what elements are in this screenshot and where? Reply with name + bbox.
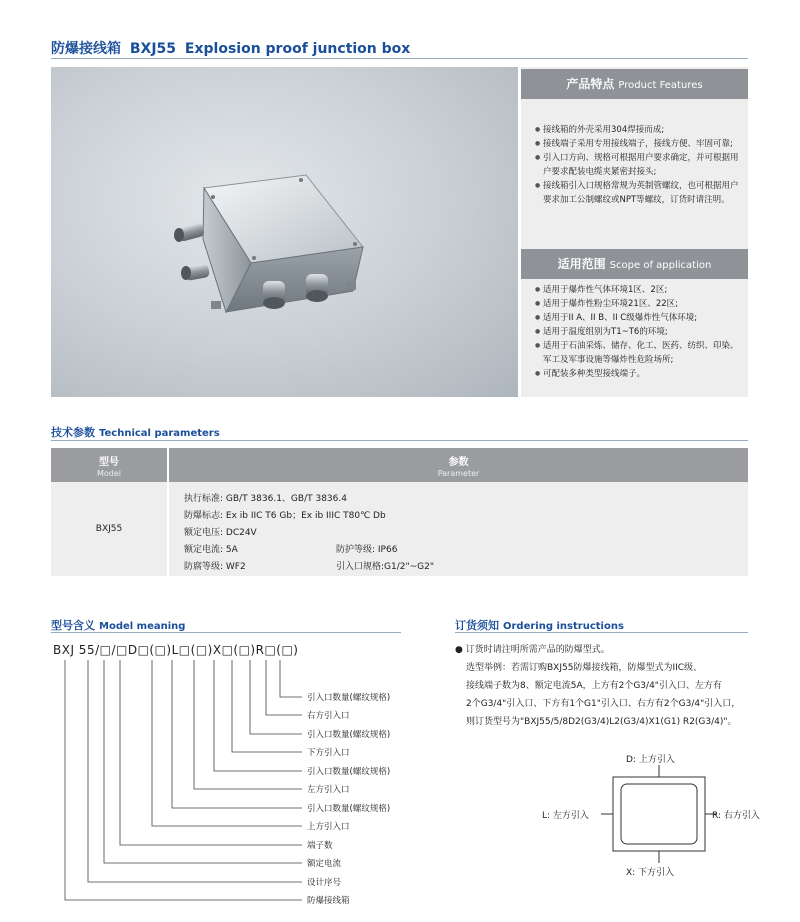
list-item: ● 可配装多种类型接线端子。 (535, 367, 745, 381)
title-model: BXJ55 (129, 41, 177, 57)
ordering-line: 选型举例：若需订购BXJ55防爆接线箱，防爆型式为IIC级、 (466, 663, 703, 673)
legend-item: 引入口数量(螺纹规格) (307, 804, 391, 814)
tech-title-en: Technical parameters (99, 428, 220, 439)
legend-item: 上方引入口 (307, 822, 350, 832)
legend-item: 引入口数量(螺纹规格) (307, 693, 391, 703)
list-item: ● 适用于石油采炼、储存、化工、医药、纺织、印染、军工及军事设施等爆炸性危险场所; (535, 339, 745, 367)
legend-item: 引入口数量(螺纹规格) (307, 730, 391, 740)
diagram-label-right: R: 右方引入 (712, 811, 760, 821)
diagram-label-left: L: 左方引入 (542, 811, 589, 821)
model-title-zh: 型号含义 (51, 619, 95, 632)
param-standard: 执行标准: GB/T 3836.1、GB/T 3836.4 (184, 494, 347, 504)
features-title-en: Product Features (618, 80, 703, 91)
col-model-zh: 型号 (99, 457, 119, 468)
ordering-line: 2个G3/4"引入口、下方有1个G1"引入口、右方有2个G3/4"引入口， (466, 699, 741, 709)
col-param-en: Parameter (437, 469, 480, 478)
list-item: ● 接线箱引入口规格常规为英制管螺纹，也可根据用户要求加工公制螺纹或NPT等螺纹，订货时请注明。 (535, 179, 745, 207)
diagram-label-bottom: X: 下方引入 (626, 868, 675, 878)
ordering-title-zh: 订货须知 (455, 619, 499, 632)
model-title-en: Model meaning (99, 621, 186, 632)
list-item: ● 适用于爆炸性粉尘环境21区、22区; (535, 297, 745, 311)
scope-title-en: Scope of application (609, 260, 712, 271)
ordering-line: 则订货型号为"BXJ55/5/8D2(G3/4)L2(G3/4)X1(G1) R2(G3/4)"。 (466, 717, 737, 727)
legend-item: 引入口数量(螺纹规格) (307, 767, 391, 777)
legend-item: 设计序号 (307, 878, 342, 888)
features-title-zh: 产品特点 (566, 77, 615, 91)
title-en: Explosion proof junction box (184, 41, 411, 57)
legend-item: 防爆接线箱 (307, 896, 350, 906)
diagram-label-top: D: 上方引入 (626, 755, 675, 765)
list-item: ● 引入口方向、规格可根据用户要求确定，并可根据用户要求配装电缆夹紧密封接头; (535, 151, 745, 179)
param-current: 额定电流: 5A (184, 545, 238, 555)
list-item: ● 接线端子采用专用接线端子，接线方便、牢固可靠; (535, 137, 745, 151)
model-code: BXJ 55/□/□D□(□)L□(□)X□(□)R□(□) (53, 643, 299, 657)
tech-title-zh: 技术参数 (51, 426, 95, 439)
ordering-line: 接线端子数为8、额定电流5A，上方有2个G3/4"引入口、左方有 (466, 681, 722, 691)
ordering-line: ● 订货时请注明所需产品的防爆型式。 (455, 645, 610, 655)
col-model-en: Model (96, 469, 122, 478)
scope-title-zh: 适用范围 (557, 257, 606, 271)
param-anticorrosion: 防腐等级: WF2 (184, 562, 246, 572)
list-item: ● 适用于爆炸性气体环境1区、2区; (535, 283, 745, 297)
list-item: ● 接线箱的外壳采用304焊接而成; (535, 123, 745, 137)
table-cell-model: BXJ55 (51, 482, 167, 576)
ordering-title-en: Ordering instructions (503, 621, 624, 632)
list-item: ● 适用于II A、II B、II C级爆炸性气体环境; (535, 311, 745, 325)
legend-item: 右方引入口 (307, 711, 350, 721)
legend-item: 左方引入口 (307, 785, 350, 795)
col-param-zh: 参数 (448, 457, 469, 468)
param-ex-mark: 防爆标志: Ex ib IIC T6 Gb；Ex ib IIIC T80℃ Db (184, 511, 386, 521)
legend-item: 下方引入口 (307, 748, 350, 758)
param-voltage: 额定电压: DC24V (184, 528, 257, 538)
legend-item: 端子数 (307, 841, 333, 851)
legend-item: 额定电流 (307, 859, 342, 869)
title-zh: 防爆接线箱 (51, 41, 121, 57)
param-inlet-spec: 引入口规格:G1/2"~G2" (336, 562, 435, 572)
list-item: ● 适用于温度组别为T1~T6的环境; (535, 325, 745, 339)
param-protection: 防护等级: IP66 (336, 545, 398, 555)
